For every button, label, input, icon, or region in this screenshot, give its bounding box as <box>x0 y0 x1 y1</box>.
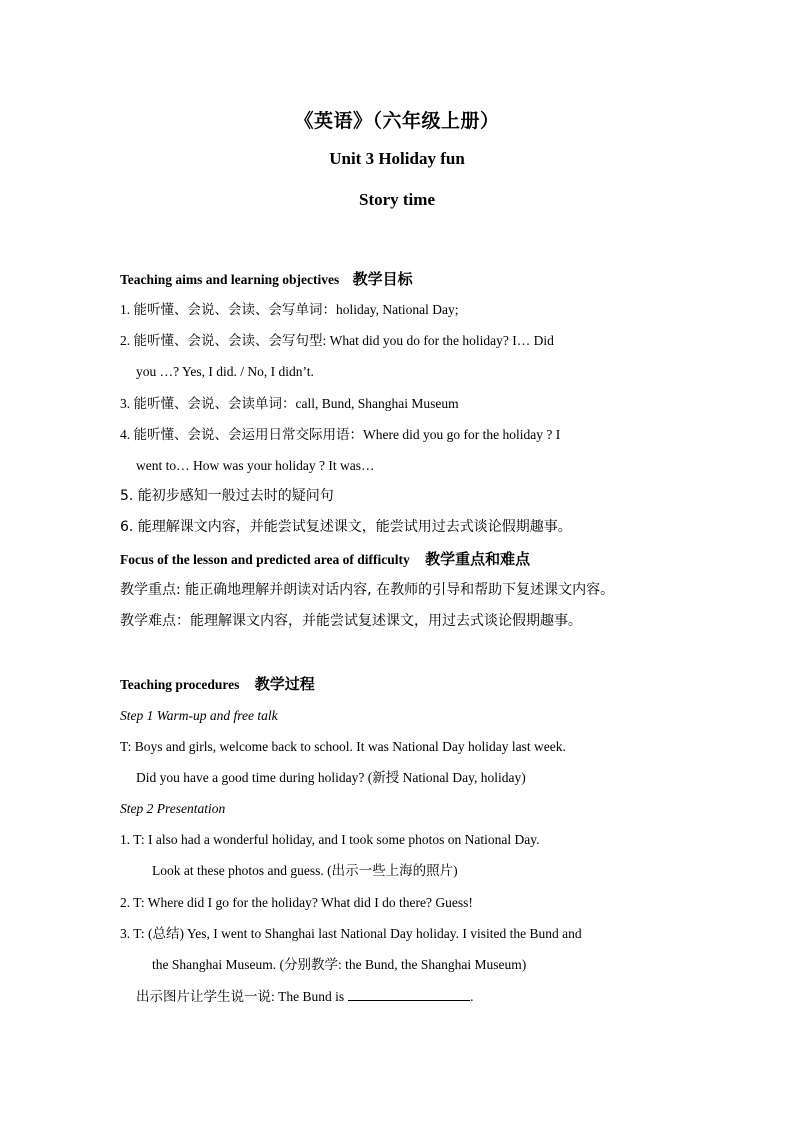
aims-item-1: 1. 能听懂、会说、会读、会写单词：holiday, National Day; <box>120 302 459 317</box>
aims-item-4: 4. 能听懂、会说、会运用日常交际用语：Where did you go for the holiday ? I <box>120 427 561 442</box>
document-title: 《英语》（六年级上册） <box>294 111 500 132</box>
aims-item-5: 5. 能初步感知一般过去时的疑问句 <box>120 488 334 504</box>
focus-heading-en: Focus of the lesson and predicted area of difficulty <box>120 552 410 567</box>
step1-title: Step 1 Warm-up and free talk <box>120 708 278 723</box>
step2-line-2: Look at these photos and guess. (出示一些上海的照片) <box>152 863 458 878</box>
section-title: Story time <box>358 190 435 209</box>
aims-item-4-cont: went to… How was your holiday ? It was… <box>136 458 375 473</box>
step2-line-6 <box>136 987 474 1006</box>
step2-line-4: 3. T: (总结) Yes, I went to Shanghai last National Day holiday. I visited the Bund and <box>120 926 582 941</box>
step1-line-2: Did you have a good time during holiday? (新授 National Day, holiday) <box>136 770 526 785</box>
unit-title: Unit 3 Holiday fun <box>329 149 465 168</box>
final-period: . <box>470 989 474 1004</box>
step2-title: Step 2 Presentation <box>120 801 226 816</box>
focus-heading-cn: 教学重点和难点 <box>425 550 531 568</box>
procedures-heading <box>120 675 315 694</box>
focus-heading <box>120 550 530 569</box>
focus-key-points: 教学重点: 能正确地理解并朗读对话内容, 在教师的引导和帮助下复述课文内容。 <box>120 582 615 598</box>
aims-heading-cn: 教学目标 <box>352 270 413 288</box>
step2-line-5: the Shanghai Museum. (分别教学: the Bund, the Shanghai Museum) <box>152 957 527 972</box>
aims-item-6: 6. 能理解课文内容，并能尝试复述课文，能尝试用过去式谈论假期趣事。 <box>120 519 572 535</box>
aims-heading-en: Teaching aims and learning objectives <box>120 272 340 287</box>
aims-item-2: 2. 能听懂、会说、会读、会写句型: What did you do for the holiday? I… Did <box>120 333 554 348</box>
step2-line-3: 2. T: Where did I go for the holiday? What did I do there? Guess! <box>120 895 473 910</box>
step1-line-1: T: Boys and girls, welcome back to school. It was National Day holiday last week. <box>120 739 566 754</box>
step2-line-6-text: 出示图片让学生说一说: The Bund is <box>136 989 345 1004</box>
aims-item-3: 3. 能听懂、会说、会读单词：call, Bund, Shanghai Museum <box>120 396 459 411</box>
step2-line-1: 1. T: I also had a wonderful holiday, and I took some photos on National Day. <box>120 832 540 847</box>
fill-in-blank <box>348 987 470 1001</box>
aims-heading <box>120 270 413 289</box>
aims-item-2-cont: you …? Yes, I did. / No, I didn’t. <box>136 364 314 379</box>
procedures-heading-cn: 教学过程 <box>254 675 315 693</box>
procedures-heading-en: Teaching procedures <box>120 677 240 692</box>
focus-difficulties: 教学难点：能理解课文内容，并能尝试复述课文，用过去式谈论假期趣事。 <box>120 613 582 629</box>
